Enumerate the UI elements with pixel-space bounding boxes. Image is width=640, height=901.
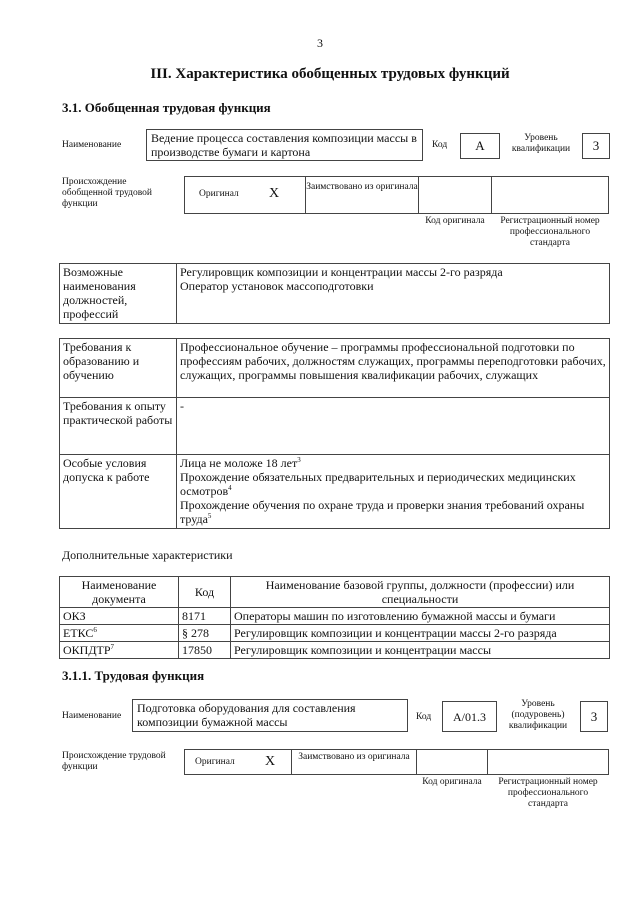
doc-footnote: 7 [110,643,115,651]
tf-name-label: Наименование [62,711,122,721]
table-row [60,625,610,642]
doc-cell: ЕТКС [63,626,94,640]
tf-reg-number-caption: Регистрационный номер профессионального стандарта [498,777,598,809]
positions-value [177,264,610,324]
name-cell: Операторы машин по изготовлению бумажной массы и бумаги [231,608,610,625]
doc-cell: ОКЗ [63,609,86,623]
tf-heading: 3.1.1. Трудовая функция [62,668,205,683]
table-row [60,642,610,659]
special-label: Особые условия допуска к работе [60,455,177,529]
gtf-reg-number-cell [491,176,609,214]
code-cell: 8171 [179,608,231,625]
gtf-original-cell [184,176,306,214]
experience-label: Требования к опыту практической работы [60,398,177,455]
name-cell: Регулировщик композиции и концентрации массы 2-го разряда [231,625,610,642]
tf-borrowed-label: Заимствовано из оригинала [291,749,417,775]
positions-label: Возможные наименования должностей, профессий [60,264,177,324]
gtf-code-label: Код [432,140,448,150]
tf-code-value: А/01.3 [442,701,497,732]
additional-heading: Дополнительные характеристики [62,548,233,562]
positions-table [59,263,610,324]
tf-original-label: Оригинал [195,757,235,767]
requirements-table [59,338,610,529]
gtf-borrowed-label: Заимствовано из оригинала [305,176,419,214]
tf-original-mark: Х [265,754,276,769]
special-item: Лица не моложе 18 лет$^3$ [180,456,301,470]
gtf-name-label: Наименование [62,140,122,150]
special-item: Прохождение обязательных предварительных и периодических медицинских осмотров$^4$ [180,470,576,498]
tf-level-label: Уровень (подуровень) квалификации [508,699,568,731]
gtf-original-label: Оригинал [199,189,239,199]
position-item: Оператор установок массоподготовки [180,279,374,293]
gtf-name-value: Ведение процесса составления композиции массы в производстве бумаги и картона [146,129,423,161]
gtf-origin-label: Происхождение обобщенной трудовой функции [62,177,152,209]
name-cell: Регулировщик композиции и концентрации массы [231,642,610,659]
table-row [60,608,610,625]
education-value: Профессиональное обучение – программы профессиональной подготовки по профессиям рабочих, должностям служащих, программы переподготовки рабочих, служащих, программы повышения квалификации рабочих, служащих [177,339,610,398]
col-name-header: Наименование базовой группы, должности (профессии) или специальности [231,577,610,608]
gtf-original-mark: Х [269,186,280,201]
tf-level-value: 3 [580,701,608,732]
special-item: Прохождение обучения по охране труда и проверки знания требований охраны труда$^5$ [180,498,585,526]
position-item: Регулировщик композиции и концентрации массы 2-го разряда [180,265,503,279]
col-code-header: Код [179,577,231,608]
special-value [177,455,610,529]
gtf-code-original-caption: Код оригинала [425,216,485,226]
tf-original-cell [184,749,292,775]
tf-code-original-caption: Код оригинала [422,777,482,787]
tf-code-label: Код [416,712,432,722]
section-title: III. Характеристика обобщенных трудовых функций [150,66,510,82]
gtf-level-value: 3 [582,133,610,159]
gtf-level-label: Уровень квалификации [511,133,571,154]
gtf-reg-number-caption: Регистрационный номер профессионального стандарта [500,216,600,248]
tf-code-original-cell [416,749,488,775]
code-cell: 17850 [179,642,231,659]
tf-origin-label: Происхождение трудовой функции [62,751,166,772]
tf-name-value: Подготовка оборудования для составления композиции бумажной массы [132,699,408,732]
doc-cell: ОКПДТР [63,643,111,657]
additional-table [59,576,610,659]
gtf-code-original-cell [418,176,492,214]
experience-value: - [177,398,610,455]
education-label: Требования к образованию и обучению [60,339,177,398]
page-number: 3 [317,36,323,50]
code-cell: § 278 [179,625,231,642]
gtf-heading: 3.1. Обобщенная трудовая функция [62,100,271,115]
col-doc-header: Наименование документа [60,577,179,608]
doc-footnote: 6 [93,626,97,634]
tf-reg-number-cell [487,749,609,775]
gtf-code-value: А [460,133,500,159]
